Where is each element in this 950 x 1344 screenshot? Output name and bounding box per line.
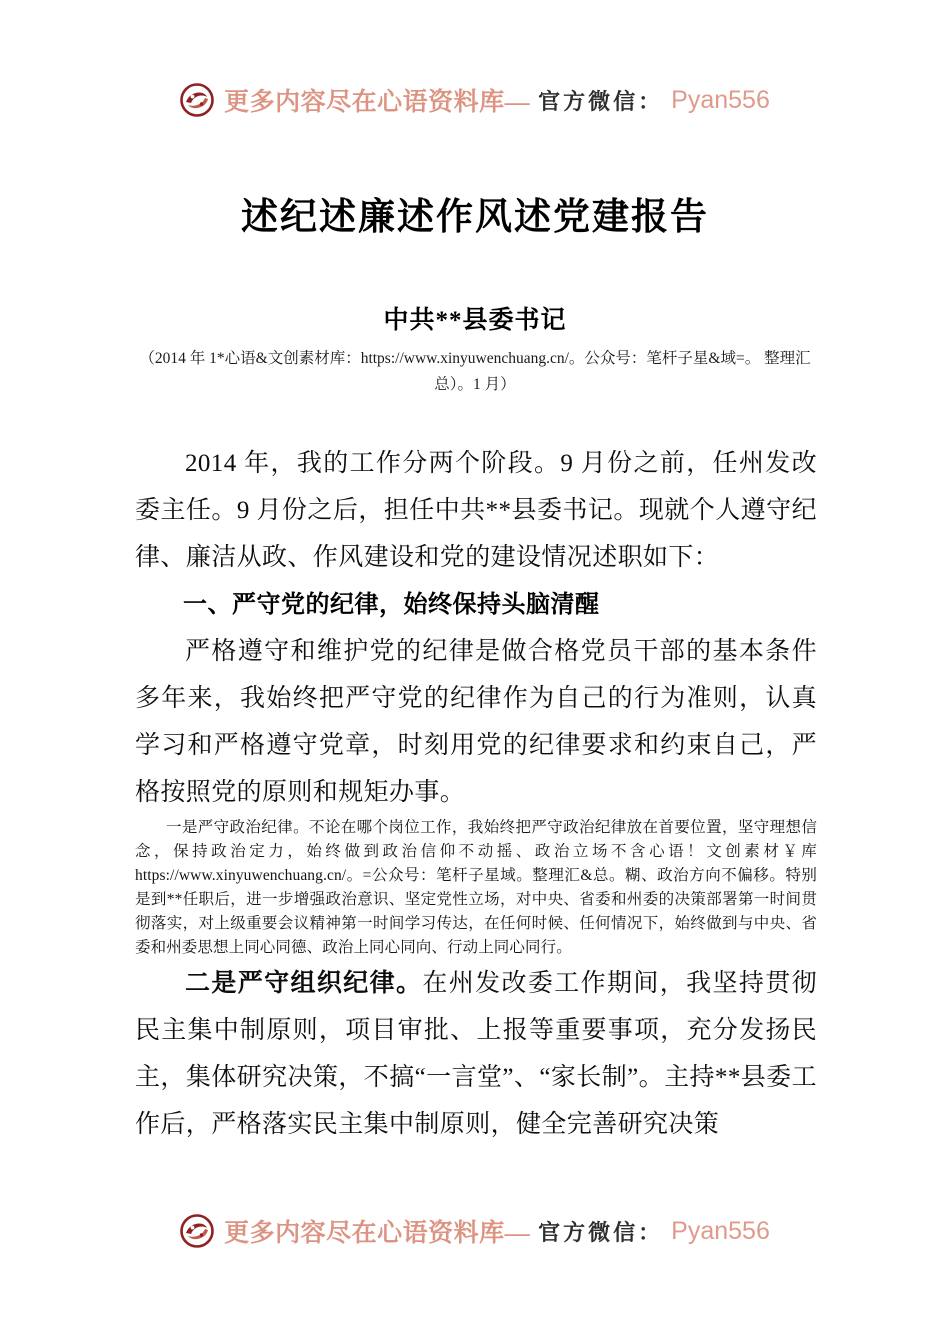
document-body [135,440,817,1148]
document-subtitle: 中共**县委书记 [383,307,567,334]
body-paragraph-3-small: 一是严守政治纪律。不论在哪个岗位工作，我始终把严守政治纪律放在首要位置，坚守理想信念，保持政治定力，始终做到政治信仰不动摇、政治立场不含心语！文创素材￥库https://www.xinyuwenchuang.cn/。=公众号：笔杆子星域。整理汇&总。糊、政治方向不偏移。特别是到**任职后，进一步增强政治意识、坚定党性立场，对中央、省委和州委的决策部署第一时间贯彻落实，对上级重要会议精神第一时间学习传达，在任何时候、任何情况下，始终做到与中央、省委和州委思想上同心同德、政治上同心同向、行动上同心同行。 [135,819,817,956]
document-title: 述纪述廉述作风述党建报告 [241,197,709,238]
watermark-handle-text: Pyan556 [671,85,770,114]
document-meta-line-2: 整理汇总）。1 月） [434,350,811,393]
section-heading-1: 一、严守党的纪律，始终保持头脑清醒 [183,591,600,618]
document-meta-line-1: （2014 年 1*心语&文创素材库：https://www.xinyuwenchuang.cn/。公众号：笔杆子星&域=。 [139,350,761,367]
watermark-primary-text: 更多内容尽在心语资料库— [224,1220,531,1247]
body-paragraph-4-rest: 在州发改委工作期间，我坚持贯彻民主集中制原则，项目审批、上报等重要事项，充分发扬民主，集体研究决策，不搞“一言堂”、“家长制”。主持**县委工作后，严格落实民主集中制原则，健全完善研究决策 [135,970,817,1138]
watermark-secondary-text: 官方微信： [538,1219,664,1245]
watermark-primary-text: 更多内容尽在心语资料库— [224,89,531,116]
body-paragraph-4-lead: 二是严守组织纪律。 [185,970,423,997]
body-paragraph-4 [135,960,817,1148]
watermark-secondary-text: 官方微信： [538,88,664,114]
watermark-banner-top [0,82,950,118]
watermark-banner-bottom [0,1213,950,1249]
body-paragraph-1: 2014 年，我的工作分两个阶段。9 月份之前，任州发改委主任。9 月份之后，担任中共**县委书记。现就个人遵守纪律、廉洁从政、作风建设和党的建设情况述职如下： [135,450,817,571]
watermark-handle-text: Pyan556 [671,1216,770,1245]
fish-circle-logo-icon [180,1214,214,1248]
fish-circle-logo-icon [180,83,214,117]
body-paragraph-2: 严格遵守和维护党的纪律是做合格党员干部的基本条件多年来，我始终把严守党的纪律作为自己的行为准则，认真学习和严格遵守党章，时刻用党的纪律要求和约束自己，严格按照党的原则和规矩办事。 [135,638,817,806]
document-meta [135,346,815,398]
